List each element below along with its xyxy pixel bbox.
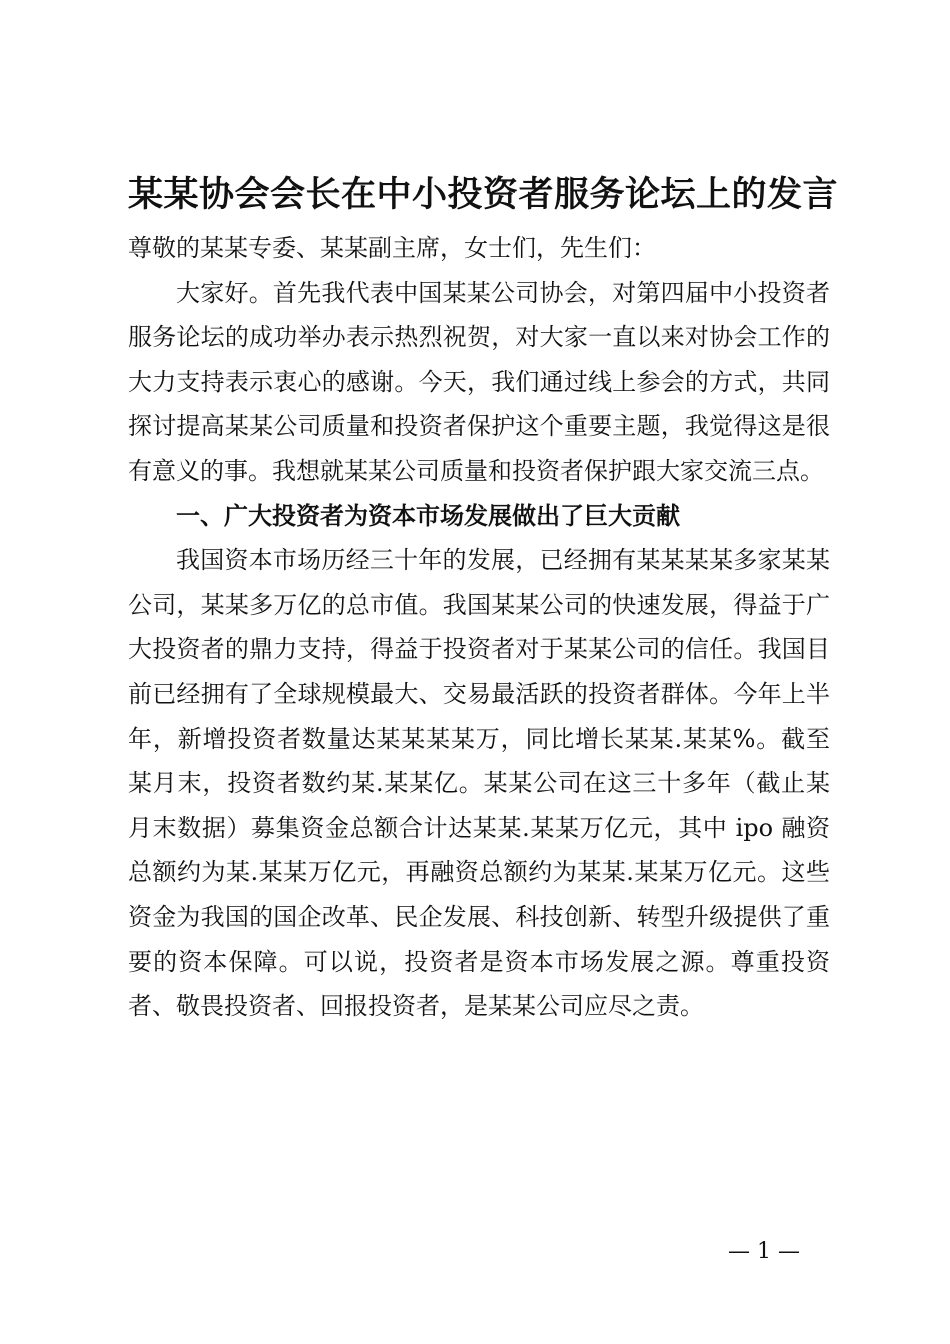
document-title: 某某协会会长在中小投资者服务论坛上的发言 — [128, 175, 839, 215]
section-paragraph: 我国资本市场历经三十年的发展，已经拥有某某某某多家某某公司，某某多万亿的总市值。我国某某公司的快速发展，得益于广大投资者的鼎力支持，得益于投资者对于某某公司的信任。我国目前已经拥有了全球规模最大、交易最活跃的投资者群体。今年上半年，新增投资者数量达某某某某万，同比增长某某.某某%。截至某月末，投资者数约某.某某亿。某某公司在这三十多年（截止某月末数据）募集资金总额合计达某某.某某万亿元，其中 ipo 融资总额约为某.某某万亿元，再融资总额约为某某.某某万亿元。这些资金为我国的国企改革、民企发展、科技创新、转型升级提供了重要的资本保障。可以说，投资者是资本市场发展之源。尊重投资者、敬畏投资者、回报投资者，是某某公司应尽之责。 — [128, 546, 830, 1021]
salutation: 尊敬的某某专委、某某副主席，女士们，先生们： — [128, 234, 656, 262]
document-body — [128, 226, 830, 1029]
intro-paragraph: 大家好。首先我代表中国某某公司协会，对第四届中小投资者服务论坛的成功举办表示热烈祝贺，对大家一直以来对协会工作的大力支持表示衷心的感谢。今天，我们通过线上参会的方式，共同探讨提高某某公司质量和投资者保护这个重要主题，我觉得这是很有意义的事。我想就某某公司质量和投资者保护跟大家交流三点。 — [128, 278, 830, 485]
section-heading: 一、广大投资者为资本市场发展做出了巨大贡献 — [176, 501, 680, 530]
page-number: — 1 — — [728, 1239, 800, 1264]
